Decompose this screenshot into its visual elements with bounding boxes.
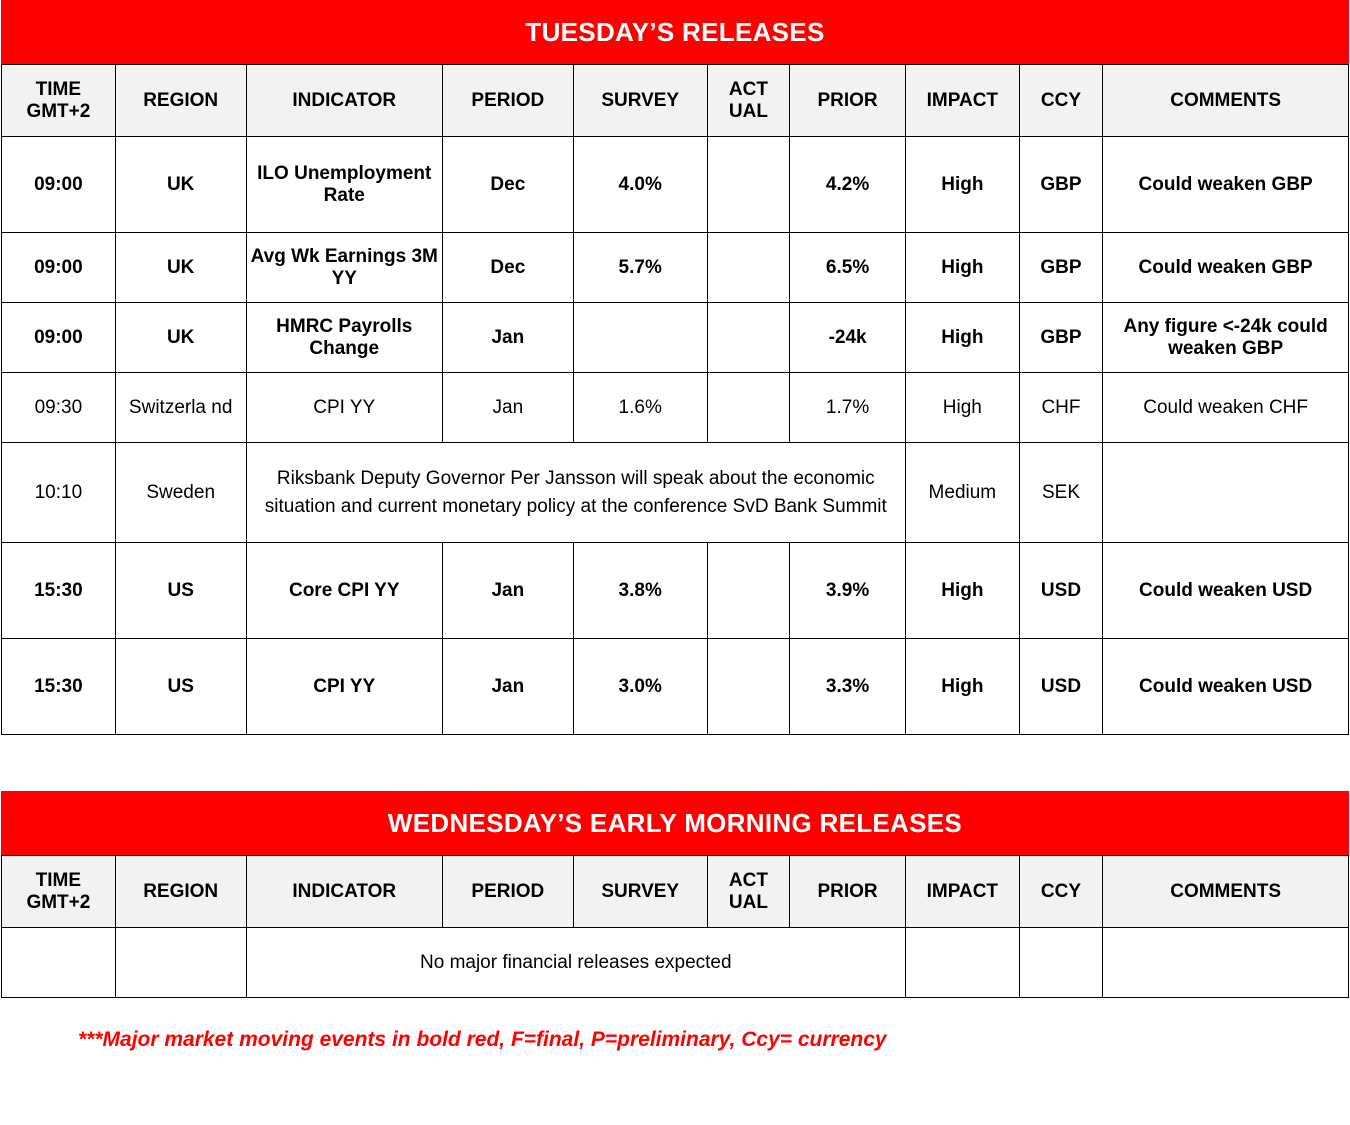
cell-indicator: Avg Wk Earnings 3M YY: [246, 233, 442, 303]
table-row-empty: [2, 928, 1349, 998]
col-header-impact: IMPACT: [905, 856, 1019, 928]
tuesday-releases-block: [1, 0, 1349, 735]
cell-indicator: Core CPI YY: [246, 543, 442, 639]
wednesday-table-body: [2, 928, 1349, 998]
table-row: [2, 137, 1349, 233]
section-spacer: [0, 735, 1350, 791]
cell-impact: High: [905, 639, 1019, 735]
cell-prior: 4.2%: [790, 137, 906, 233]
col-header-comments: COMMENTS: [1103, 856, 1349, 928]
cell-period: Dec: [442, 233, 573, 303]
table-row: [2, 543, 1349, 639]
wednesday-releases-table: [1, 855, 1349, 998]
col-header-indicator: INDICATOR: [246, 856, 442, 928]
cell-time: 10:10: [2, 443, 116, 543]
cell-region: US: [115, 639, 246, 735]
wednesday-title-bar: WEDNESDAY’S EARLY MORNING RELEASES: [1, 791, 1349, 855]
header-row: [2, 65, 1349, 137]
cell-survey: 1.6%: [573, 373, 707, 443]
cell-actual: [707, 303, 790, 373]
col-header-survey: SURVEY: [573, 65, 707, 137]
cell-indicator: CPI YY: [246, 373, 442, 443]
cell-period: Jan: [442, 639, 573, 735]
wednesday-releases-block: [1, 791, 1349, 998]
cell-region: Switzerla nd: [115, 373, 246, 443]
cell-ccy: CHF: [1019, 373, 1103, 443]
cell-comments: [1103, 443, 1349, 543]
cell-prior: -24k: [790, 303, 906, 373]
table-row: [2, 303, 1349, 373]
cell-actual: [707, 543, 790, 639]
col-header-region: REGION: [115, 856, 246, 928]
col-header-time: TIME GMT+2: [2, 856, 116, 928]
tuesday-title-bar: TUESDAY’S RELEASES: [1, 0, 1349, 64]
cell-time: [2, 928, 116, 998]
col-header-prior: PRIOR: [790, 856, 906, 928]
cell-ccy: GBP: [1019, 233, 1103, 303]
cell-comments: Could weaken USD: [1103, 639, 1349, 735]
table-row: [2, 373, 1349, 443]
cell-prior: 3.9%: [790, 543, 906, 639]
cell-ccy: USD: [1019, 639, 1103, 735]
cell-comments: Could weaken CHF: [1103, 373, 1349, 443]
table-row: [2, 639, 1349, 735]
col-header-survey: SURVEY: [573, 856, 707, 928]
cell-survey: 5.7%: [573, 233, 707, 303]
cell-impact: [905, 928, 1019, 998]
cell-survey: 4.0%: [573, 137, 707, 233]
cell-time: 09:30: [2, 373, 116, 443]
cell-actual: [707, 373, 790, 443]
cell-prior: 6.5%: [790, 233, 906, 303]
cell-comments: Could weaken GBP: [1103, 233, 1349, 303]
cell-actual: [707, 137, 790, 233]
wednesday-table-head: [2, 856, 1349, 928]
cell-ccy: GBP: [1019, 303, 1103, 373]
cell-region: UK: [115, 137, 246, 233]
cell-region: Sweden: [115, 443, 246, 543]
cell-impact: High: [905, 303, 1019, 373]
cell-prior: 1.7%: [790, 373, 906, 443]
cell-survey: 3.8%: [573, 543, 707, 639]
cell-comments: Could weaken GBP: [1103, 137, 1349, 233]
cell-period: Jan: [442, 543, 573, 639]
cell-time: 09:00: [2, 233, 116, 303]
col-header-time: TIME GMT+2: [2, 65, 116, 137]
cell-comments: Could weaken USD: [1103, 543, 1349, 639]
cell-period: Jan: [442, 373, 573, 443]
col-header-prior: PRIOR: [790, 65, 906, 137]
cell-region: [115, 928, 246, 998]
col-header-period: PERIOD: [442, 856, 573, 928]
cell-time: 09:00: [2, 303, 116, 373]
col-header-ccy: CCY: [1019, 856, 1103, 928]
cell-impact: High: [905, 233, 1019, 303]
col-header-actual: ACT UAL: [707, 65, 790, 137]
cell-ccy: GBP: [1019, 137, 1103, 233]
cell-survey: [573, 303, 707, 373]
col-header-region: REGION: [115, 65, 246, 137]
cell-ccy: SEK: [1019, 443, 1103, 543]
cell-actual: [707, 233, 790, 303]
cell-impact: High: [905, 373, 1019, 443]
cell-time: 15:30: [2, 543, 116, 639]
cell-time: 09:00: [2, 137, 116, 233]
tuesday-releases-table: [1, 64, 1349, 735]
table-row-speech: [2, 443, 1349, 543]
cell-ccy: [1019, 928, 1103, 998]
cell-indicator: ILO Unemployment Rate: [246, 137, 442, 233]
cell-survey: 3.0%: [573, 639, 707, 735]
cell-impact: Medium: [905, 443, 1019, 543]
cell-region: US: [115, 543, 246, 639]
col-header-indicator: INDICATOR: [246, 65, 442, 137]
cell-period: Dec: [442, 137, 573, 233]
tuesday-table-body: [2, 137, 1349, 735]
cell-actual: [707, 639, 790, 735]
cell-no-releases-message: No major financial releases expected: [246, 928, 905, 998]
col-header-impact: IMPACT: [905, 65, 1019, 137]
cell-impact: High: [905, 137, 1019, 233]
cell-speech-note: Riksbank Deputy Governor Per Jansson will speak about the economic situation and current monetary policy at the conference SvD Bank Summit: [246, 443, 905, 543]
table-row: [2, 233, 1349, 303]
cell-comments: [1103, 928, 1349, 998]
col-header-period: PERIOD: [442, 65, 573, 137]
cell-region: UK: [115, 233, 246, 303]
cell-period: Jan: [442, 303, 573, 373]
cell-time: 15:30: [2, 639, 116, 735]
cell-indicator: HMRC Payrolls Change: [246, 303, 442, 373]
tuesday-table-head: [2, 65, 1349, 137]
col-header-actual: ACT UAL: [707, 856, 790, 928]
col-header-comments: COMMENTS: [1103, 65, 1349, 137]
col-header-ccy: CCY: [1019, 65, 1103, 137]
header-row: [2, 856, 1349, 928]
cell-impact: High: [905, 543, 1019, 639]
cell-region: UK: [115, 303, 246, 373]
cell-prior: 3.3%: [790, 639, 906, 735]
footnote-legend: ***Major market moving events in bold red, F=final, P=preliminary, Ccy= currency: [78, 1028, 887, 1051]
cell-comments: Any figure <-24k could weaken GBP: [1103, 303, 1349, 373]
cell-indicator: CPI YY: [246, 639, 442, 735]
cell-ccy: USD: [1019, 543, 1103, 639]
